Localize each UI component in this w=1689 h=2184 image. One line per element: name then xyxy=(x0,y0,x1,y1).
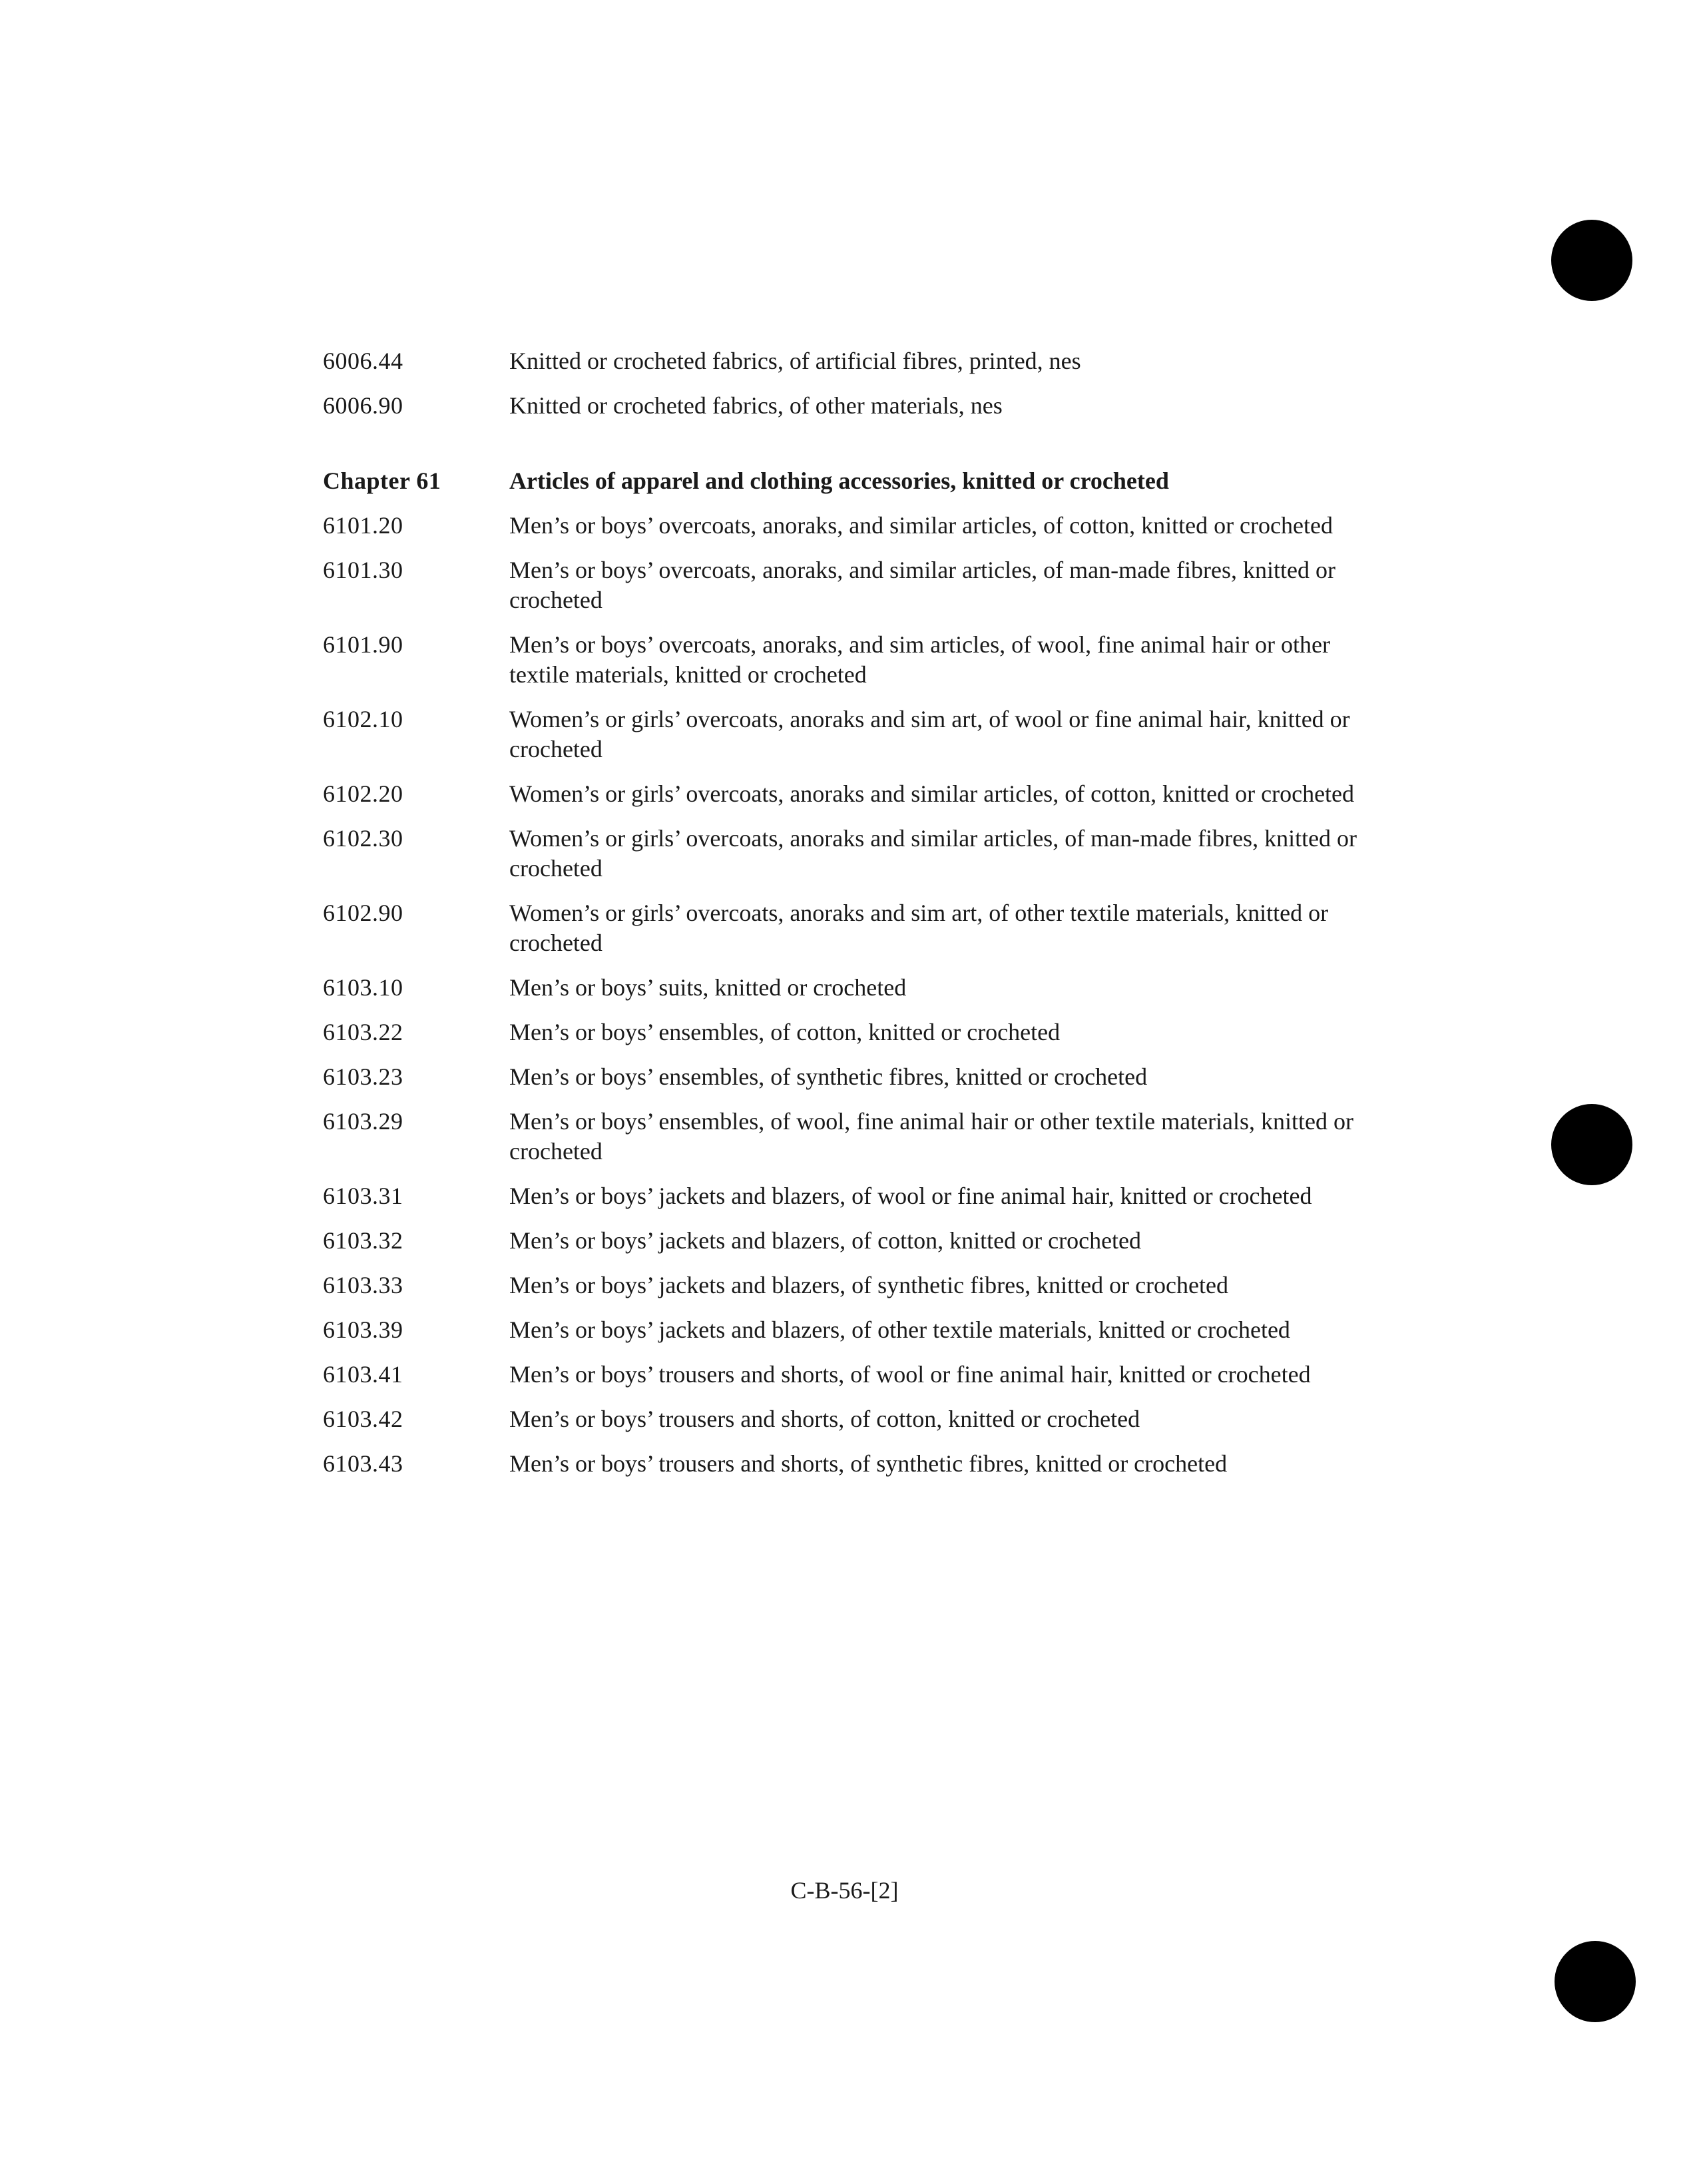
entry-row xyxy=(323,1181,1361,1211)
tariff-description: Men’s or boys’ suits, knitted or crocheted xyxy=(509,974,907,1001)
entry-row xyxy=(323,1107,1361,1167)
tariff-code: 6103.41 xyxy=(323,1361,403,1388)
chapter-title: Articles of apparel and clothing accessories, knitted or crocheted xyxy=(509,467,1169,494)
page-reference: C-B-56-[2] xyxy=(790,1877,899,1904)
chapter-number: Chapter 61 xyxy=(323,467,441,494)
tariff-description: Knitted or crocheted fabrics, of artificial fibres, printed, nes xyxy=(509,348,1081,374)
tariff-description: Men’s or boys’ overcoats, anoraks, and sim articles, of wool, fine animal hair or other textile materials, knitted or crocheted xyxy=(509,631,1330,688)
entry-row xyxy=(323,1062,1361,1092)
tariff-description: Men’s or boys’ jackets and blazers, of synthetic fibres, knitted or crocheted xyxy=(509,1272,1228,1298)
tariff-description: Women’s or girls’ overcoats, anoraks and sim art, of other textile materials, knitted or crocheted xyxy=(509,900,1329,956)
tariff-code: 6103.32 xyxy=(323,1227,403,1254)
tariff-description: Men’s or boys’ jackets and blazers, of cotton, knitted or crocheted xyxy=(509,1227,1142,1254)
entry-row xyxy=(323,630,1361,690)
entry-row xyxy=(323,1017,1361,1047)
entry-row xyxy=(323,1360,1361,1390)
entry-row xyxy=(323,1404,1361,1434)
tariff-code: 6103.31 xyxy=(323,1183,403,1209)
chapter-heading-row xyxy=(323,466,1361,496)
tariff-code: 6101.30 xyxy=(323,557,403,583)
tariff-code: 6103.43 xyxy=(323,1450,403,1477)
punch-hole-bottom xyxy=(1555,1941,1636,2022)
tariff-description: Men’s or boys’ trousers and shorts, of wool or fine animal hair, knitted or crocheted xyxy=(509,1361,1311,1388)
tariff-description: Men’s or boys’ ensembles, of cotton, knitted or crocheted xyxy=(509,1019,1061,1045)
entry-row xyxy=(323,1270,1361,1300)
tariff-code: 6101.90 xyxy=(323,631,403,658)
tariff-description: Women’s or girls’ overcoats, anoraks and sim art, of wool or fine animal hair, knitted or crocheted xyxy=(509,706,1350,762)
tariff-code: 6006.44 xyxy=(323,348,403,374)
tariff-code: 6103.10 xyxy=(323,974,403,1001)
tariff-code: 6103.42 xyxy=(323,1406,403,1432)
tariff-code: 6103.22 xyxy=(323,1019,403,1045)
entry-row xyxy=(323,898,1361,958)
entry-row xyxy=(323,346,1361,376)
tariff-code: 6006.90 xyxy=(323,392,403,419)
entry-row xyxy=(323,1449,1361,1479)
tariff-description: Knitted or crocheted fabrics, of other materials, nes xyxy=(509,392,1003,419)
tariff-code: 6102.90 xyxy=(323,900,403,926)
entry-row xyxy=(323,1315,1361,1345)
tariff-entries xyxy=(323,346,1361,1494)
tariff-description: Men’s or boys’ ensembles, of wool, fine animal hair or other textile materials, knitted or crocheted xyxy=(509,1108,1353,1165)
tariff-code: 6103.29 xyxy=(323,1108,403,1135)
tariff-code: 6103.39 xyxy=(323,1316,403,1343)
tariff-description: Men’s or boys’ jackets and blazers, of wool or fine animal hair, knitted or crocheted xyxy=(509,1183,1312,1209)
tariff-description: Men’s or boys’ trousers and shorts, of cotton, knitted or crocheted xyxy=(509,1406,1140,1432)
tariff-description: Men’s or boys’ overcoats, anoraks, and similar articles, of man-made fibres, knitted or crocheted xyxy=(509,557,1335,613)
entry-row xyxy=(323,704,1361,764)
tariff-code: 6103.33 xyxy=(323,1272,403,1298)
tariff-description: Women’s or girls’ overcoats, anoraks and similar articles, of man-made fibres, knitted or crocheted xyxy=(509,825,1357,882)
punch-hole-middle xyxy=(1551,1104,1632,1185)
tariff-code: 6102.10 xyxy=(323,706,403,732)
entry-row xyxy=(323,824,1361,884)
tariff-code: 6101.20 xyxy=(323,512,403,539)
punch-hole-top xyxy=(1551,220,1632,301)
entry-row xyxy=(323,1226,1361,1256)
tariff-code: 6102.20 xyxy=(323,780,403,807)
entry-row xyxy=(323,973,1361,1003)
tariff-code: 6102.30 xyxy=(323,825,403,852)
tariff-description: Men’s or boys’ ensembles, of synthetic fibres, knitted or crocheted xyxy=(509,1063,1148,1090)
entry-row xyxy=(323,555,1361,615)
entry-row xyxy=(323,779,1361,809)
entry-row xyxy=(323,511,1361,541)
tariff-description: Men’s or boys’ overcoats, anoraks, and similar articles, of cotton, knitted or crocheted xyxy=(509,512,1333,539)
entry-row xyxy=(323,391,1361,421)
tariff-description: Men’s or boys’ trousers and shorts, of synthetic fibres, knitted or crocheted xyxy=(509,1450,1228,1477)
tariff-code: 6103.23 xyxy=(323,1063,403,1090)
tariff-description: Women’s or girls’ overcoats, anoraks and similar articles, of cotton, knitted or crocheted xyxy=(509,780,1355,807)
tariff-description: Men’s or boys’ jackets and blazers, of other textile materials, knitted or crocheted xyxy=(509,1316,1290,1343)
